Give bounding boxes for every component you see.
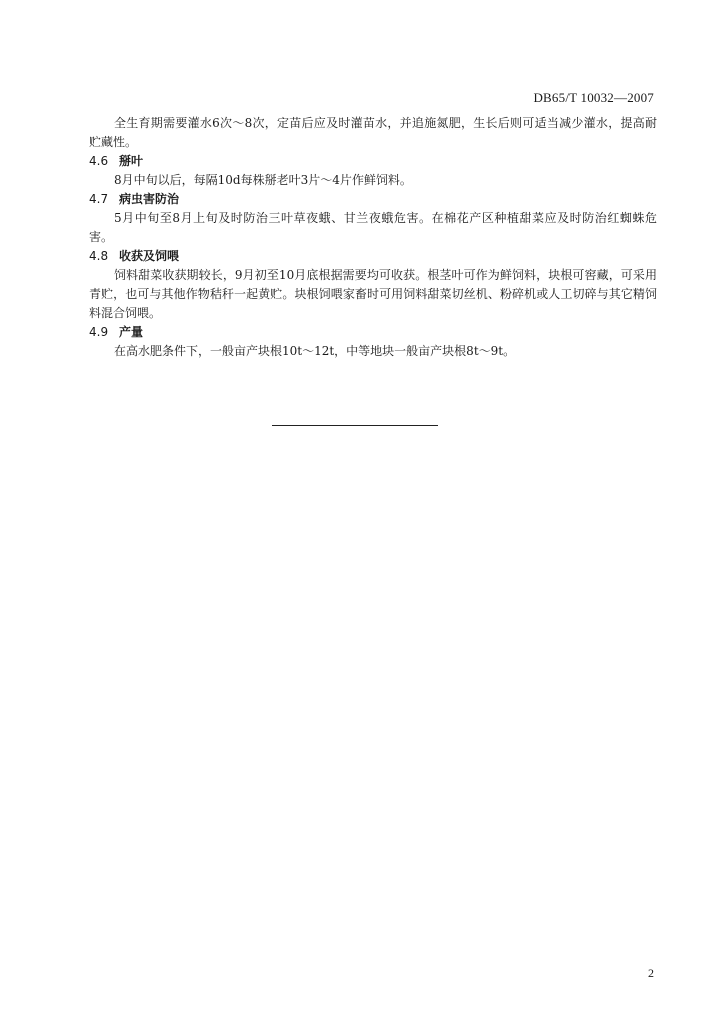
section-body: 5月中旬至8月上旬及时防治三叶草夜蛾、甘兰夜蛾危害。在棉花产区种植甜菜应及时防治红蜘蛛危害。 <box>89 211 657 244</box>
section-title: 病虫害防治 <box>119 192 180 206</box>
section-heading <box>89 247 657 266</box>
section-title: 收获及饲喂 <box>119 249 180 263</box>
end-of-document-rule <box>272 425 438 426</box>
section-4-6 <box>89 152 657 190</box>
section-body: 8月中旬以后，每隔10d每株掰老叶3片～4片作鲜饲料。 <box>114 173 412 187</box>
section-4-8 <box>89 247 657 323</box>
section-number: 4.8 <box>89 249 109 263</box>
section-number: 4.9 <box>89 325 109 339</box>
intro-paragraph: 全生育期需要灌水6次～8次，定苗后应及时灌苗水，并追施氮肥，生长后则可适当减少灌水，提高耐贮藏性。 <box>89 116 657 149</box>
page-content <box>89 114 657 361</box>
section-heading <box>89 190 657 209</box>
section-heading <box>89 152 657 171</box>
section-title: 产量 <box>119 325 144 339</box>
page-number: 2 <box>648 966 654 980</box>
section-number: 4.6 <box>89 154 109 168</box>
section-heading <box>89 323 657 342</box>
section-number: 4.7 <box>89 192 109 206</box>
section-body: 饲料甜菜收获期较长，9月初至10月底根据需要均可收获。根茎叶可作为鲜饲料，块根可窖藏，可采用青贮，也可与其他作物秸秆一起黄贮。块根饲喂家畜时可用饲料甜菜切丝机、粉碎机或人工切碎与其它精饲料混合饲喂。 <box>89 268 657 320</box>
section-4-7 <box>89 190 657 247</box>
section-4-9 <box>89 323 657 361</box>
section-body: 在高水肥条件下，一般亩产块根10t～12t，中等地块一般亩产块根8t～9t。 <box>114 344 516 358</box>
document-code: DB65/T 10032—2007 <box>533 90 654 105</box>
section-title: 掰叶 <box>119 154 144 168</box>
